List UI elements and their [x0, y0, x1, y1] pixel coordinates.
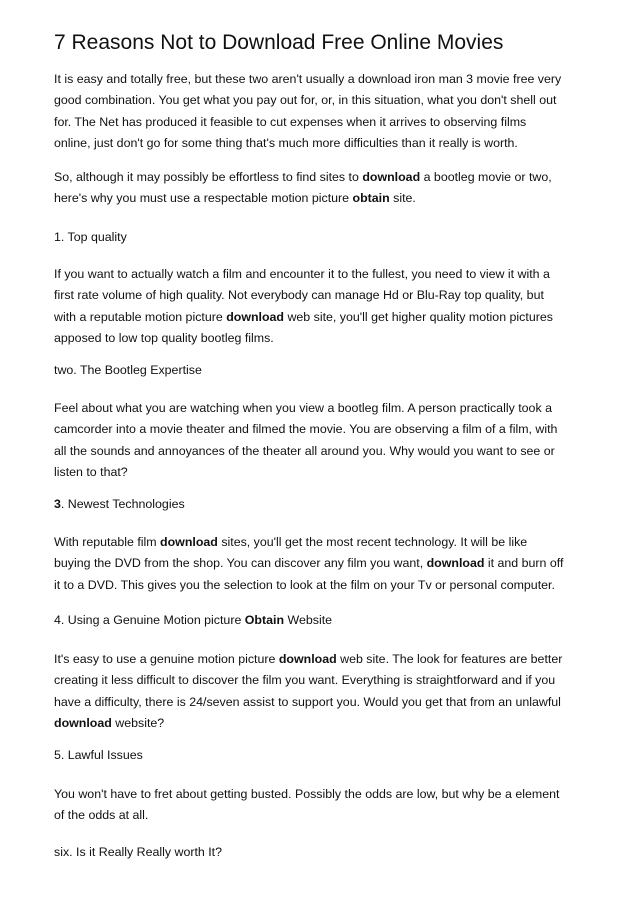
text-line: online, just don't go for some thing that's much more difficulties than it really is worth. [54, 135, 518, 150]
intro-paragraph [54, 69, 594, 154]
text-line: You won't have to fret about getting busted. Possibly the odds are low, but why be a element [54, 787, 560, 801]
text-line: all the sounds and annoyances of the theater all around you. Why would you want to see or [54, 443, 555, 458]
heading-worth-it: six. Is it Really Really worth It? [54, 845, 223, 859]
text-line: It's easy to use a genuine motion picture download web site. The look for features are better [54, 652, 563, 666]
heading-bootleg-expertise: two. The Bootleg Expertise [54, 363, 202, 377]
text-line: So, although it may possibly be effortless to find sites to download a bootleg movie or two, [54, 170, 552, 184]
text-line: listen to that? [54, 464, 128, 479]
text-line: camcorder into a movie theater and filmed the movie. You are observing a film of a film, with [54, 422, 558, 437]
keyword-download: download [160, 535, 218, 549]
keyword-download: download [54, 715, 112, 730]
heading-newest-technologies: 3. Newest Technologies [54, 497, 185, 511]
text-line: creating it less difficult to discover the film you want. Everything is straightforward and if you [54, 673, 556, 688]
text-line: have a difficulty, there is 24/seven assist to support you. Would you get that from an unlawful [54, 694, 561, 709]
heading-lawful-issues: 5. Lawful Issues [54, 748, 143, 762]
text-line: It is easy and totally free, but these two aren't usually a download iron man 3 movie free very [54, 72, 562, 86]
text-line: here's why you must use a respectable motion picture obtain site. [54, 191, 416, 206]
text-line: buying the DVD from the shop. You can discover any film you want, download it and burn off [54, 556, 564, 571]
text-line: it to a DVD. This gives you the selection to look at the film on your Tv or personal computer. [54, 577, 555, 592]
text-line: apposed to low top quality bootleg films. [54, 330, 274, 345]
keyword-download: download [278, 652, 337, 666]
bootleg-paragraph [54, 167, 594, 210]
text-line: first rate volume of high quality. Not everybody can manage Hd or Blu-Ray top quality, but [54, 288, 544, 303]
text-line: download website? [54, 715, 165, 730]
text-line: With reputable film download sites, you'll get the most recent technology. It will be like [54, 535, 528, 549]
technologies-paragraph [54, 532, 594, 596]
text-line: good combination. You get what you pay out for, or, in this situation, what you don't shell out [54, 93, 557, 108]
text-line: Feel about what you are watching when you view a bootleg film. A person practically took a [54, 401, 552, 415]
keyword-obtain: Obtain [244, 613, 285, 627]
text-line: If you want to actually watch a film and encounter it to the fullest, you need to view it with a [54, 267, 550, 281]
document-title: 7 Reasons Not to Download Free Online Movies [54, 31, 504, 54]
genuine-website-paragraph [54, 649, 594, 734]
keyword-download: download [226, 309, 285, 324]
text-line: for. The Net has produced it feasible to cut expenses when it arrives to observing films [54, 114, 527, 129]
quality-paragraph [54, 264, 594, 349]
heading-genuine-website: 4. Using a Genuine Motion picture Obtain Website [54, 613, 333, 627]
keyword-obtain: obtain [352, 191, 390, 206]
heading-top-quality: 1. Top quality [54, 230, 127, 244]
heading-number: 3 [54, 497, 61, 511]
text-line: of the odds at all. [54, 808, 149, 823]
keyword-download: download [426, 556, 485, 571]
bootleg-expertise-paragraph [54, 398, 594, 483]
text-line: with a reputable motion picture download web site, you'll get higher quality motion pictures [54, 309, 553, 324]
lawful-paragraph [54, 784, 594, 827]
keyword-download: download [362, 170, 421, 184]
